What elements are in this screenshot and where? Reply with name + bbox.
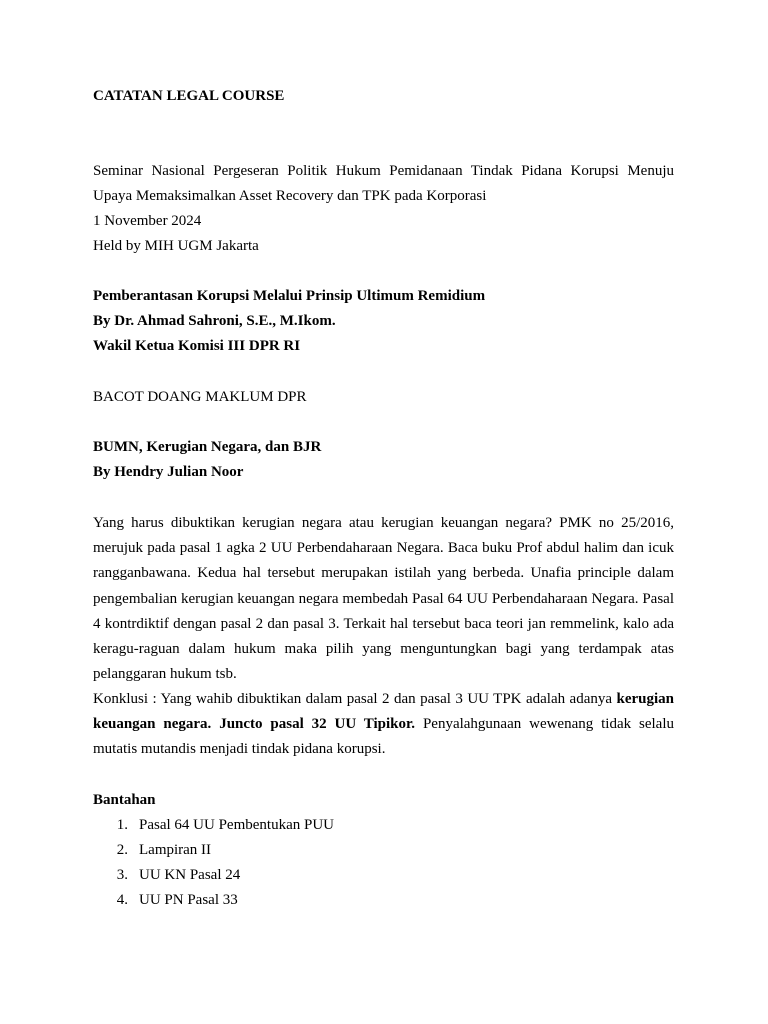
list-item-number: 2.	[116, 842, 128, 858]
list-item-text: Pasal 64 UU Pembentukan PUU	[139, 817, 334, 833]
doc-title: CATATAN LEGAL COURSE	[93, 88, 285, 104]
list-item	[93, 888, 674, 913]
session1-role: Wakil Ketua Komisi III DPR RI	[93, 338, 301, 354]
list-item-number: 4.	[116, 892, 128, 908]
list-item	[93, 813, 674, 838]
list-item-number: 3.	[116, 867, 128, 883]
seminar-date: 1 November 2024	[93, 213, 202, 229]
seminar-host: Held by MIH UGM Jakarta	[93, 238, 259, 254]
conclusion-text-end: Penyalahgunaan wewenang tidak selalu mutatis mutandis menjadi tindak pidana korupsi.	[93, 716, 674, 758]
bantahan-heading: Bantahan	[93, 792, 156, 808]
list-item-text: Lampiran II	[139, 842, 212, 858]
session1-speaker: By Dr. Ahmad Sahroni, S.E., M.Ikom.	[93, 313, 336, 329]
bantahan-list	[93, 813, 674, 913]
session1-note: BACOT DOANG MAKLUM DPR	[93, 389, 307, 405]
session2-paragraph: Yang harus dibuktikan kerugian negara atau kerugian keuangan negara? PMK no 25/2016, merujuk pada pasal 1 agka 2 UU Perbendaharaan Negara. Baca buku Prof abdul halim dan icuk rangganbawana. Kedua hal tersebut merupakan istilah yang berbeda. Unafia principle dalam pengembalian kerugian keuangan negara membedah Pasal 64 UU Perbendaharaan Negara. Pasal 4 kontrdiktif dengan pasal 2 dan pasal 3. Terkait hal tersebut baca teori jan remmelink, kalo ada keragu-raguan dalam hukum maka pilih yang menguntungkan bagi yang terdampak atas pelanggaran hukum tsb.	[93, 515, 674, 683]
conclusion-text-bold: kerugian keuangan negara. Juncto pasal 32 UU Tipikor.	[93, 691, 674, 733]
list-item	[93, 838, 674, 863]
session1-title: Pemberantasan Korupsi Melalui Prinsip Ultimum Remidium	[93, 288, 486, 304]
session2-conclusion	[93, 687, 674, 763]
list-item-text: UU PN Pasal 33	[139, 892, 238, 908]
conclusion-text-start: Konklusi : Yang wahib dibuktikan dalam pasal 2 dan pasal 3 UU TPK adalah adanya	[93, 691, 617, 707]
list-item	[93, 863, 674, 888]
seminar-title: Seminar Nasional Pergeseran Politik Hukum Pemidanaan Tindak Pidana Korupsi Menuju Upaya Memaksimalkan Asset Recovery dan TPK pada Korporasi	[93, 163, 674, 205]
session2-speaker: By Hendry Julian Noor	[93, 464, 244, 480]
session2-title: BUMN, Kerugian Negara, dan BJR	[93, 439, 322, 455]
list-item-text: UU KN Pasal 24	[139, 867, 241, 883]
list-item-number: 1.	[116, 817, 128, 833]
